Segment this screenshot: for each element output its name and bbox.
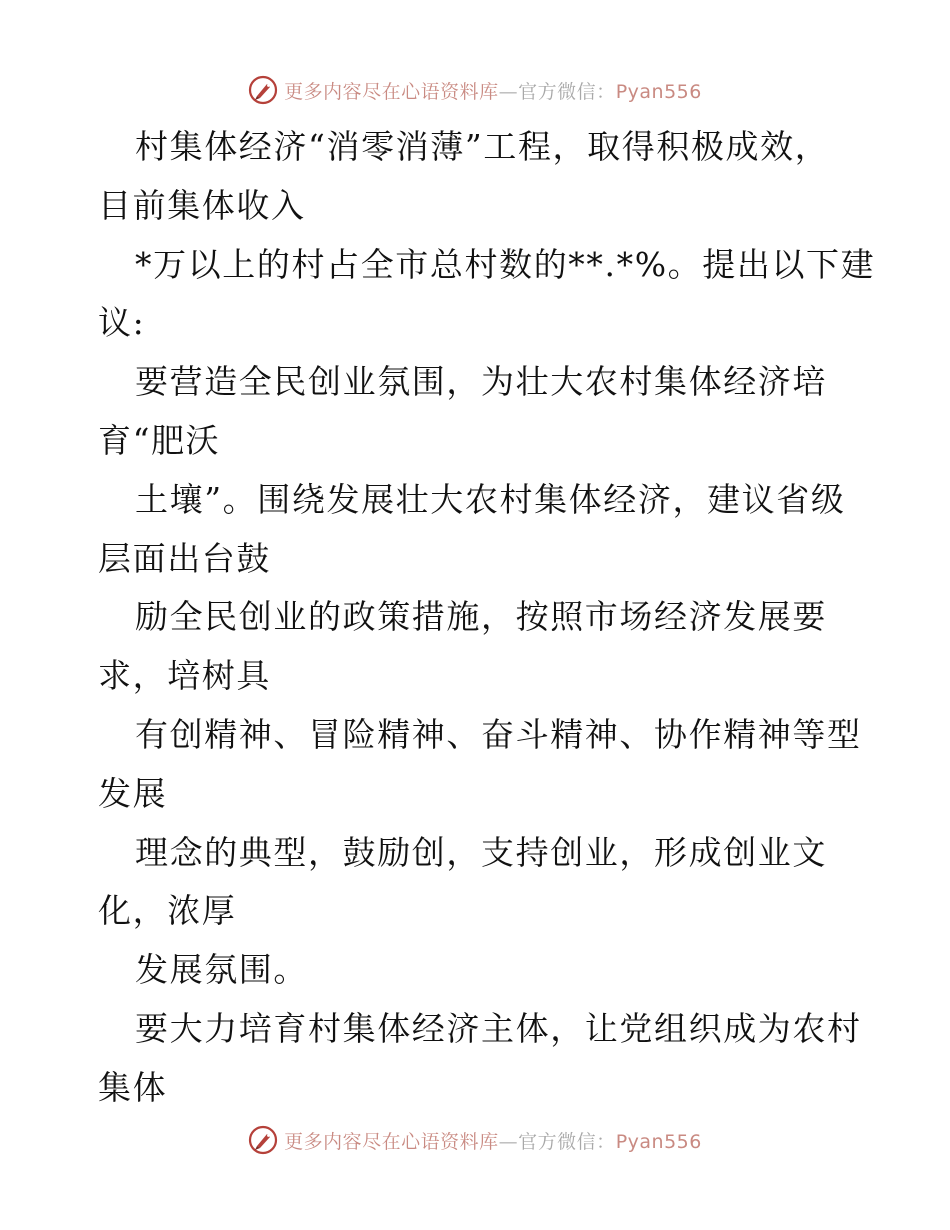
text-line: *万以上的村占全市总村数的**.*%。提出以下建 <box>135 244 876 284</box>
text-line: 要营造全民创业氛围，为壮大农村集体经济培 <box>135 362 827 402</box>
header-watermark <box>0 70 950 110</box>
text-line: 有创精神、冒险精神、奋斗精神、协作精神等型 <box>135 714 862 754</box>
text-line: 村集体经济“消零消薄”工程，取得积极成效， <box>135 127 830 166</box>
text-line: 育“肥沃 <box>98 420 221 460</box>
pen-nib-logo-icon <box>248 1125 278 1155</box>
watermark-brand: 更多内容尽在心语资料库 <box>284 80 499 103</box>
text-line: 发展 <box>98 773 168 813</box>
watermark-separator: — <box>498 80 519 103</box>
text-line: 发展氛围。 <box>135 950 308 990</box>
watermark-separator: — <box>498 1130 519 1153</box>
watermark-wechat-id: Pyan556 <box>615 1130 702 1153</box>
pen-nib-logo-icon <box>248 75 278 105</box>
text-line: 层面出台鼓 <box>98 538 271 578</box>
watermark-text <box>284 1127 702 1154</box>
text-line: 土壤”。围绕发展壮大农村集体经济，建议省级 <box>135 479 846 519</box>
watermark-brand: 更多内容尽在心语资料库 <box>284 1130 499 1153</box>
text-line: 要大力培育村集体经济主体，让党组织成为农村 <box>135 1008 862 1048</box>
text-line: 励全民创业的政策措施，按照市场经济发展要 <box>135 597 827 637</box>
text-line: 求，培树具 <box>98 656 271 696</box>
watermark-text <box>284 77 702 104</box>
text-line: 化，浓厚 <box>98 891 237 931</box>
text-line: 议: <box>98 303 146 343</box>
watermark-wechat-label: 官方微信： <box>518 80 616 103</box>
text-line: 目前集体收入 <box>98 185 306 225</box>
watermark-wechat-label: 官方微信： <box>518 1130 616 1153</box>
watermark-wechat-id: Pyan556 <box>615 80 702 103</box>
footer-watermark <box>0 1120 950 1160</box>
text-line: 集体 <box>98 1067 168 1107</box>
document-body <box>98 118 876 1118</box>
text-line: 理念的典型，鼓励创，支持创业，形成创业文 <box>135 832 827 872</box>
